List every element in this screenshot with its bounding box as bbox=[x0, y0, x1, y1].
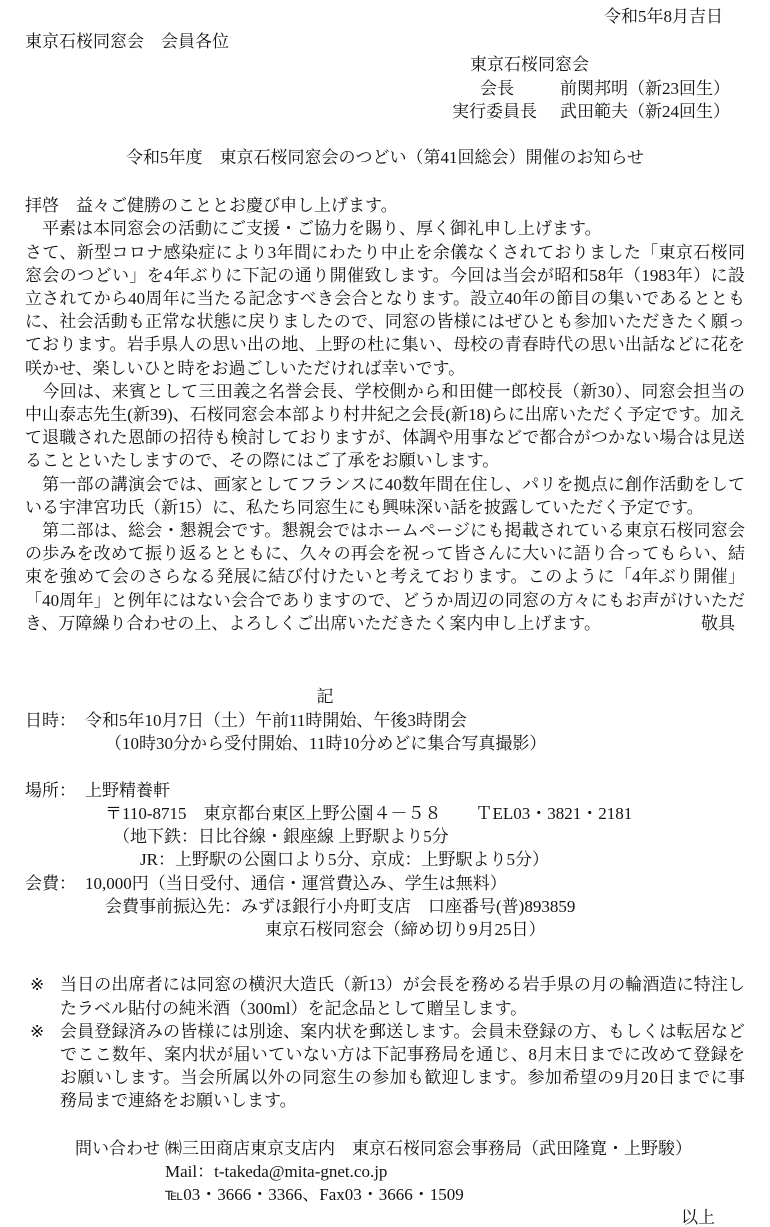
contact-label: 問い合わせ bbox=[75, 1138, 160, 1158]
detail-label: 日時： bbox=[25, 711, 76, 731]
notes-section bbox=[25, 973, 745, 1112]
detail-line: 上野精養軒 bbox=[85, 780, 170, 800]
note-mark: ※ bbox=[30, 1021, 45, 1041]
detail-lines bbox=[85, 709, 745, 755]
detail-line: 10,000円（当日受付、通信・運営費込み、学生は無料） bbox=[85, 873, 507, 893]
letter-body bbox=[25, 194, 745, 635]
detail-place bbox=[25, 779, 745, 872]
body-paragraph: 平素は本同窓会の活動にご支援・ご協力を賜り、厚く御礼申し上げます。 bbox=[25, 219, 602, 239]
document-title: 令和5年度 東京石桜同窓会のつどい（第41回総会）開催のお知らせ bbox=[126, 148, 644, 168]
officer-role: 実行委員長 bbox=[452, 101, 537, 121]
detail-datetime bbox=[25, 709, 745, 755]
detail-label: 場所： bbox=[25, 780, 76, 800]
detail-line: （10時30分から受付開始、11時10分めどに集合写真撮影） bbox=[105, 734, 547, 754]
closing-paragraph-wrap bbox=[25, 519, 745, 635]
detail-label: 会費： bbox=[25, 873, 76, 893]
sender-officer-row bbox=[452, 77, 745, 100]
sender-officer-row bbox=[452, 100, 745, 123]
letter-date: 令和5年8月吉日 bbox=[604, 7, 723, 26]
note-item bbox=[25, 1020, 745, 1113]
contact-tel-fax-line: ℡03・3666・3366、Fax03・3666・1509 bbox=[165, 1184, 464, 1204]
blank-line bbox=[25, 756, 745, 779]
contact-lines bbox=[165, 1137, 745, 1207]
detail-fee bbox=[25, 872, 745, 942]
officer-role: 会長 bbox=[480, 78, 514, 98]
record-heading-ki: 記 bbox=[316, 687, 334, 707]
detail-lines bbox=[85, 872, 745, 942]
body-paragraph: 拝啓 益々ご健勝のこととお慶び申し上げます。 bbox=[25, 196, 398, 216]
detail-line: （地下鉄：日比谷線・銀座線 上野駅より5分 bbox=[113, 827, 449, 847]
detail-line: 会費事前振込先：みずほ銀行小舟町支店 口座番号(普)893859 bbox=[105, 896, 576, 916]
closing-word-keigu: 敬具 bbox=[701, 613, 735, 633]
detail-line: 令和5年10月7日（土）午前11時開始、午後3時閉会 bbox=[85, 711, 467, 731]
note-text: 当日の出席者には同窓の横沢大造氏（新13）が会長を務める岩手県の月の輪酒造に特注したラベル貼付の純米酒（300ml）を記念品として贈呈します。 bbox=[60, 975, 745, 1018]
officer-name: 武田範夫（新24回生） bbox=[560, 101, 730, 121]
note-mark: ※ bbox=[30, 975, 45, 995]
event-details bbox=[25, 709, 745, 941]
detail-lines bbox=[85, 779, 745, 872]
detail-line: 東京石桜同窓会（締め切り9月25日） bbox=[265, 920, 546, 940]
note-text: 会員登録済みの皆様には別途、案内状を郵送します。会員未登録の方、もしくは転居などでここ数年、案内状が届いていない方は下記事務局を通じ、8月末日までに改めて登録をお願いします。当会所属以外の同窓生の参加も歓迎します。参加希望の9月20日までに事務局まで連絡をお願いします。 bbox=[60, 1021, 745, 1111]
body-paragraph: さて、新型コロナ感染症により3年間にわたり中止を余儀なくされておりました「東京石桜同窓会のつどい」を4年ぶりに下記の通り開催致します。今回は当会が昭和58年（1983年）に設立されてから40周年に当たる記念すべき会合となります。設立40年の節目の集いであるとともに、社会活動も正常な状態に戻りましたので、同窓の皆様にはぜひとも参加いただきたく願っております。岩手県人の思い出の地、上野の杜に集い、母校の青春時代の思い出話などに花を咲かせ、楽しいひと時をお過ごしいただければ幸いです。 bbox=[25, 242, 745, 378]
addressee-line: 東京石桜同窓会 会員各位 bbox=[25, 32, 229, 52]
contact-mail-line: Mail：t-takeda@mita-gnet.co.jp bbox=[165, 1161, 388, 1181]
end-mark-ijou: 以上 bbox=[681, 1208, 715, 1227]
sender-block bbox=[452, 53, 745, 123]
officer-name: 前関邦明（新23回生） bbox=[560, 78, 730, 98]
sender-organization: 東京石桜同窓会 bbox=[470, 55, 589, 75]
body-paragraph: 今回は、来賓として三田義之名誉会長、学校側から和田健一郎校長（新30）、同窓会担当の中山泰志先生(新39)、石桜同窓会本部より村井紀之会長(新18)らに出席いただく予定です。加えて退職された恩師の招待も検討しておりますが、体調や用事などで都合がつかない場合は見送ることといたしますので、その際にはご了承をお願いします。 bbox=[25, 381, 745, 471]
body-paragraph: 第一部の講演会では、画家としてフランスに40数年間在住し、パリを拠点に創作活動をしている宇津宮功氏（新15）に、私たち同窓生にも興味深い話を披露していただく予定です。 bbox=[25, 474, 745, 517]
detail-line: JR：上野駅の公園口より5分、京成：上野駅より5分） bbox=[140, 850, 549, 870]
contact-section bbox=[75, 1137, 745, 1207]
detail-line: 〒110-8715 東京都台東区上野公園４－５８ ＴEL03・3821・2181 bbox=[105, 804, 633, 824]
body-paragraph: 第二部は、総会・懇親会です。懇親会ではホームページにも掲載されている東京石桜同窓会の歩みを改めて振り返るとともに、久々の再会を祝って皆さんに大いに語り合ってもらい、結束を強めて会のさらなる発展に結び付けたいと考えております。このように「4年ぶり開催」「40周年」と例年にはない会合でありますので、どうか周辺の同窓の方々にもお声がけいただき、万障繰り合わせの上、よろしくご出席いただきたく案内申し上げます。 bbox=[25, 521, 745, 633]
contact-office-line: ㈱三田商店東京支店内 東京石桜同窓会事務局（武田隆寛・上野駿） bbox=[165, 1138, 692, 1158]
note-item bbox=[25, 973, 745, 1019]
